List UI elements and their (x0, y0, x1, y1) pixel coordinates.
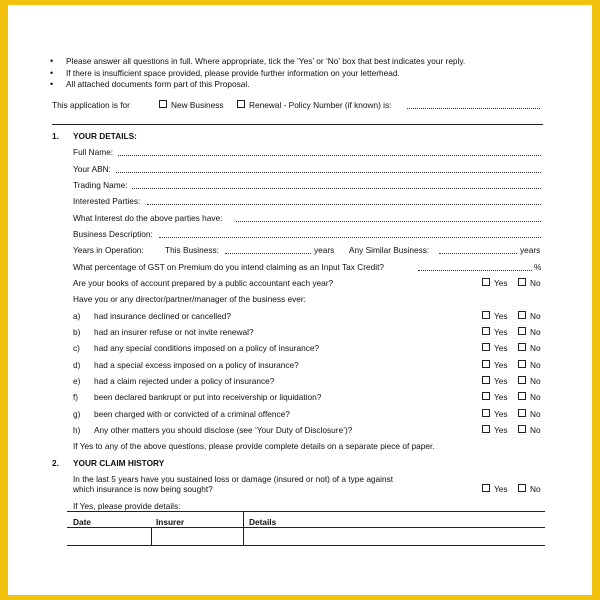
business-description-field[interactable] (159, 237, 541, 238)
similar-business-years-field[interactable] (439, 253, 517, 254)
question-letter: c) (73, 343, 80, 353)
trading-name-label: Trading Name: (73, 180, 128, 190)
interested-parties-field[interactable] (147, 204, 541, 205)
question-text: been declared bankrupt or put into receivership or liquidation? (94, 392, 322, 402)
business-description-label: Business Description: (73, 229, 153, 239)
interested-parties-label: Interested Parties: (73, 196, 141, 206)
no-checkbox[interactable] (518, 278, 526, 286)
yes-checkbox[interactable] (482, 327, 490, 335)
yes-checkbox[interactable] (482, 392, 490, 400)
no-checkbox[interactable] (518, 343, 526, 351)
no-label: No (530, 484, 541, 494)
question-text: had a special excess imposed on a policy of insurance? (94, 360, 299, 370)
question-letter: g) (73, 409, 81, 419)
yes-checkbox[interactable] (482, 311, 490, 319)
details-prompt: If Yes, please provide details: (73, 501, 181, 511)
new-business-checkbox[interactable] (159, 100, 167, 108)
question-text: Any other matters you should disclose (see ‘Your Duty of Disclosure’)? (94, 425, 353, 435)
yes-label: Yes (494, 484, 508, 494)
similar-business-label: Any Similar Business: (349, 245, 430, 255)
section-number: 1. (52, 131, 59, 141)
form-page (8, 5, 592, 595)
yes-label: Yes (494, 343, 508, 353)
abn-field[interactable] (116, 172, 541, 173)
question-text: had insurance declined or cancelled? (94, 311, 231, 321)
director-intro: Have you or any director/partner/manager of the business ever: (73, 294, 306, 304)
years-unit: years (314, 245, 335, 255)
no-label: No (530, 278, 541, 288)
column-header-details: Details (249, 517, 277, 527)
section-number: 2. (52, 458, 59, 468)
years-operation-label: Years in Operation: (73, 245, 144, 255)
what-interest-label: What Interest do the above parties have: (73, 213, 223, 223)
percent-unit: % (534, 262, 542, 272)
divider (52, 124, 543, 125)
yes-label: Yes (494, 425, 508, 435)
no-checkbox[interactable] (518, 376, 526, 384)
yes-label: Yes (494, 376, 508, 386)
abn-label: Your ABN: (73, 164, 111, 174)
question-letter: b) (73, 327, 81, 337)
yes-label: Yes (494, 311, 508, 321)
accountant-question: Are your books of account prepared by a public accountant each year? (73, 278, 334, 288)
renewal-label: Renewal - Policy Number (if known) is: (249, 100, 392, 110)
no-label: No (530, 392, 541, 402)
details-cell[interactable] (244, 528, 544, 544)
details-note: If Yes to any of the above questions, please provide complete details on a separate piece of paper. (73, 441, 435, 451)
question-letter: h) (73, 425, 81, 435)
yes-checkbox[interactable] (482, 360, 490, 368)
question-text: had an insurer refuse or not invite renewal? (94, 327, 254, 337)
this-business-label: This Business: (165, 245, 219, 255)
what-interest-field[interactable] (236, 221, 541, 222)
instruction-1: Please answer all questions in full. Where appropriate, tick the ‘Yes’ or ‘No’ box that best indicates your reply. (66, 56, 466, 66)
no-label: No (530, 409, 541, 419)
bullet-dot: • (50, 56, 54, 66)
section-title: YOUR CLAIM HISTORY (73, 458, 165, 468)
no-checkbox[interactable] (518, 484, 526, 492)
yes-checkbox[interactable] (482, 343, 490, 351)
no-checkbox[interactable] (518, 327, 526, 335)
table-border-top (67, 511, 545, 512)
renewal-checkbox[interactable] (237, 100, 245, 108)
no-label: No (530, 360, 541, 370)
gst-question: What percentage of GST on Premium do you intend claiming as an Input Tax Credit? (73, 262, 384, 272)
insurer-cell[interactable] (152, 528, 242, 544)
claim-question-line-2: which insurance is now being sought? (73, 484, 213, 494)
gst-field[interactable] (418, 270, 532, 271)
no-label: No (530, 376, 541, 386)
question-letter: f) (73, 392, 79, 402)
no-label: No (530, 425, 541, 435)
yes-label: Yes (494, 392, 508, 402)
no-checkbox[interactable] (518, 360, 526, 368)
no-label: No (530, 343, 541, 353)
question-text: had any special conditions imposed on a policy of insurance? (94, 343, 320, 353)
column-header-date: Date (73, 517, 91, 527)
no-checkbox[interactable] (518, 311, 526, 319)
trading-name-field[interactable] (132, 188, 541, 189)
full-name-field[interactable] (118, 155, 541, 156)
no-checkbox[interactable] (518, 409, 526, 417)
yes-checkbox[interactable] (482, 376, 490, 384)
no-label: No (530, 311, 541, 321)
yes-checkbox[interactable] (482, 425, 490, 433)
yes-label: Yes (494, 327, 508, 337)
instruction-2: If there is insufficient space provided, please provide further information on your letterhead. (66, 68, 400, 78)
yes-label: Yes (494, 278, 508, 288)
date-cell[interactable] (68, 528, 150, 544)
full-name-label: Full Name: (73, 147, 114, 157)
yes-checkbox[interactable] (482, 409, 490, 417)
question-letter: d) (73, 360, 81, 370)
yes-label: Yes (494, 409, 508, 419)
column-header-insurer: Insurer (156, 517, 185, 527)
policy-number-field[interactable] (407, 108, 540, 109)
bullet-dot: • (50, 79, 54, 89)
this-business-years-field[interactable] (225, 253, 311, 254)
new-business-label: New Business (171, 100, 224, 110)
no-checkbox[interactable] (518, 425, 526, 433)
years-unit: years (520, 245, 541, 255)
no-checkbox[interactable] (518, 392, 526, 400)
application-label: This application is for (52, 100, 130, 110)
question-letter: a) (73, 311, 81, 321)
question-text: had a claim rejected under a policy of insurance? (94, 376, 275, 386)
no-label: No (530, 327, 541, 337)
table-border-bottom (67, 545, 545, 546)
yes-checkbox[interactable] (482, 484, 490, 492)
claim-question-line-1: In the last 5 years have you sustained loss or damage (insured or not) of a type against (73, 474, 394, 484)
bullet-dot: • (50, 68, 54, 78)
section-title: YOUR DETAILS: (73, 131, 137, 141)
question-letter: e) (73, 376, 81, 386)
instruction-3: All attached documents form part of this Proposal. (66, 79, 250, 89)
yes-label: Yes (494, 360, 508, 370)
yes-checkbox[interactable] (482, 278, 490, 286)
question-text: been charged with or convicted of a criminal offence? (94, 409, 290, 419)
